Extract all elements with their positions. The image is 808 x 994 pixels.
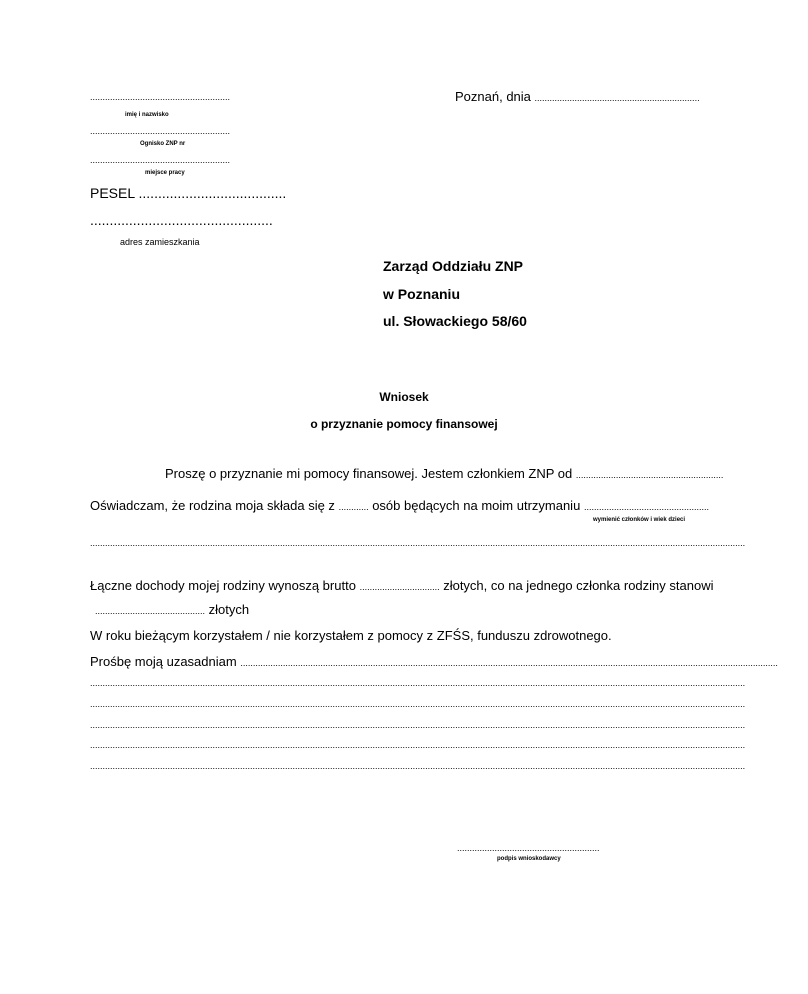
- paragraph-income: [90, 578, 713, 593]
- justification-line-1[interactable]: .......................................................................................................................................................................................................................: [240, 658, 778, 668]
- recipient-line-1: Zarząd Oddziału ZNP: [383, 258, 524, 274]
- paragraph-zfss: W roku bieżącym korzystałem / nie korzystałem z pomocy z ZFŚS, funduszu zdrowotnego.: [90, 628, 612, 643]
- family-details-line[interactable]: ......................................................................................................................................................................................................................................................................: [90, 538, 746, 548]
- family-text-b: osób będących na moim utrzymaniu: [372, 498, 581, 513]
- pesel-label: PESEL: [90, 185, 135, 201]
- per-person-amount-line[interactable]: ............................................: [95, 606, 206, 616]
- work-field-line[interactable]: ........................................................: [90, 155, 231, 165]
- address-field-line[interactable]: ...............................................: [90, 212, 273, 228]
- work-label: miejsce pracy: [145, 170, 185, 176]
- justification-text: Prośbę moją uzasadniam: [90, 654, 237, 669]
- signature-label: podpis wnioskodawcy: [497, 856, 561, 862]
- place-date-label: Poznań, dnia: [455, 89, 531, 104]
- income-text-a: Łączne dochody mojej rodziny wynoszą brutto: [90, 578, 356, 593]
- pesel-row: [90, 185, 286, 201]
- justification-line-3[interactable]: ......................................................................................................................................................................................................................................................................: [90, 699, 746, 709]
- paragraph-justification: [90, 654, 778, 669]
- justification-line-4[interactable]: ......................................................................................................................................................................................................................................................................: [90, 720, 746, 730]
- income-amount-line[interactable]: ................................: [359, 582, 440, 592]
- justification-line-2[interactable]: ......................................................................................................................................................................................................................................................................: [90, 678, 746, 688]
- place-date: [455, 89, 700, 104]
- document-subtitle: o przyznanie pomocy finansowej: [310, 417, 498, 431]
- family-text-a: Oświadczam, że rodzina moja składa się z: [90, 498, 335, 513]
- paragraph-membership: [165, 466, 723, 481]
- income-text-b: złotych, co na jednego członka rodziny stanowi: [443, 578, 714, 593]
- paragraph-per-person: [95, 602, 249, 617]
- document-title: Wniosek: [379, 390, 429, 404]
- date-field-line[interactable]: ..................................................................: [534, 93, 700, 103]
- recipient-line-3: ul. Słowackiego 58/60: [383, 313, 527, 329]
- paragraph-family: [90, 498, 709, 513]
- per-person-text: złotych: [208, 602, 250, 617]
- pesel-field-line[interactable]: ......................................: [138, 185, 287, 201]
- name-field-line[interactable]: ........................................................: [90, 92, 231, 102]
- justification-line-6[interactable]: ......................................................................................................................................................................................................................................................................: [90, 761, 746, 771]
- family-count-line[interactable]: ............: [338, 502, 369, 512]
- branch-field-line[interactable]: ........................................................: [90, 126, 231, 136]
- recipient-line-2: w Poznaniu: [383, 286, 460, 302]
- branch-label: Ognisko ZNP nr: [140, 141, 186, 147]
- justification-line-5[interactable]: ......................................................................................................................................................................................................................................................................: [90, 740, 746, 750]
- address-label: adres zamieszkania: [120, 237, 200, 247]
- signature-line[interactable]: .........................................................: [457, 843, 600, 853]
- membership-date-line[interactable]: ...........................................................: [575, 470, 724, 480]
- membership-text: Proszę o przyznanie mi pomocy finansowej. Jestem członkiem ZNP od: [165, 466, 573, 481]
- name-label: imię i nazwisko: [125, 112, 169, 118]
- family-note: wymienić członków i wiek dzieci: [593, 517, 686, 523]
- family-members-line[interactable]: ..................................................: [583, 502, 709, 512]
